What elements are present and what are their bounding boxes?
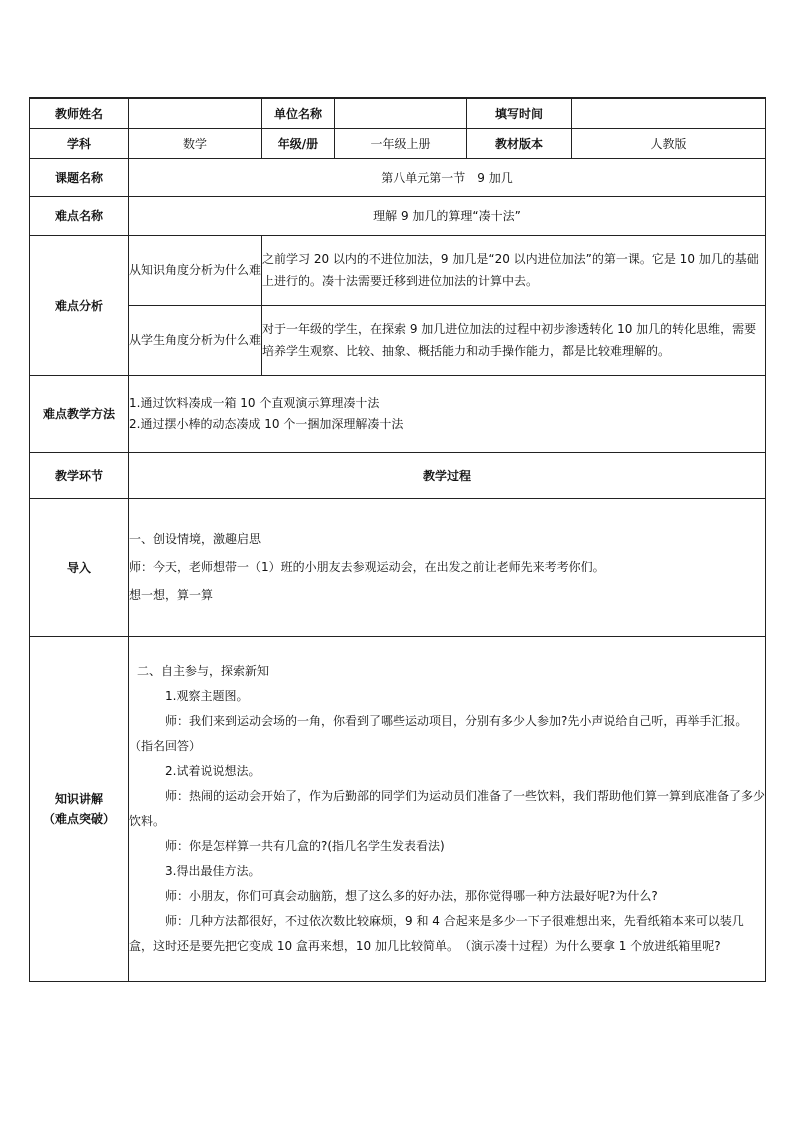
analysis-knowledge-row [30, 235, 766, 305]
unit-name-value [335, 98, 467, 128]
paragraph: 师：热闹的运动会开始了，作为后勤部的同学们为运动员们准备了一些饮料，我们帮助他们算一算到底准备了多少饮料。 [129, 788, 766, 828]
paragraph: 师：我们来到运动会场的一角，你看到了哪些运动项目，分别有多少人参加?先小声说给自己听，再举手汇报。（指名回答） [129, 713, 748, 753]
subject-value: 数学 [129, 128, 262, 158]
lesson-plan-table [29, 97, 766, 982]
unit-name-label: 单位名称 [262, 98, 335, 128]
teacher-name-label: 教师姓名 [30, 98, 129, 128]
difficulty-name-label: 难点名称 [30, 196, 129, 235]
intro-line: 师：今天，老师想带一（1）班的小朋友去参观运动会，在出发之前让老师先来考考你们。 [129, 560, 605, 574]
paragraph: 师：小朋友，你们可真会动脑筋，想了这么多的好办法，那你觉得哪一种方法最好呢?为什么? [165, 888, 658, 903]
method-item: 2.通过摆小棒的动态凑成 10 个一捆加深理解凑十法 [129, 416, 404, 431]
edition-value: 人教版 [572, 128, 766, 158]
intro-row [30, 498, 766, 636]
edition-label: 教材版本 [467, 128, 572, 158]
knowledge-angle-label: 从知识角度分析为什么难 [129, 235, 262, 305]
grade-value: 一年级上册 [335, 128, 467, 158]
lesson-title-value: 第八单元第一节 9 加几 [129, 158, 766, 196]
process-header-row [30, 452, 766, 498]
analysis-student-row [30, 305, 766, 375]
knowledge-label [30, 636, 129, 981]
teaching-methods-row [30, 375, 766, 452]
paragraph: 师：几种方法都很好，不过依次数比较麻烦，9 和 4 合起来是多少一下子很难想出来，先看纸箱本来可以装几盒，这时还是要先把它变成 10 盒再来想，10 加几比较简单。 （演示凑十过程）为什么要拿 1 个放进纸箱里呢? [129, 913, 744, 953]
grade-label: 年级/册 [262, 128, 335, 158]
teaching-methods-label: 难点教学方法 [30, 375, 129, 452]
difficulty-name-value: 理解 9 加几的算理“凑十法” [129, 196, 766, 235]
teaching-methods-list [129, 375, 766, 452]
intro-label: 导入 [30, 498, 129, 636]
lesson-title-row [30, 158, 766, 196]
difficulty-analysis-label: 难点分析 [30, 235, 129, 375]
section-heading: 二、自主参与，探索新知 [137, 663, 270, 678]
intro-content [129, 498, 766, 636]
knowledge-label-line1: 知识讲解 [54, 791, 103, 806]
paragraph: 师：你是怎样算一共有几盒的?(指几名学生发表看法) [165, 838, 445, 853]
difficulty-name-row [30, 196, 766, 235]
knowledge-row [30, 636, 766, 981]
header-row-1 [30, 98, 766, 128]
knowledge-content [129, 636, 766, 981]
step-heading: 2.试着说说想法。 [165, 763, 261, 778]
teaching-process-label: 教学过程 [129, 452, 766, 498]
step-heading: 3.得出最佳方法。 [165, 863, 261, 878]
teaching-stage-label: 教学环节 [30, 452, 129, 498]
intro-line: 想一想，算一算 [129, 588, 214, 602]
student-angle-label: 从学生角度分析为什么难 [129, 305, 262, 375]
header-row-2 [30, 128, 766, 158]
fill-date-value [572, 98, 766, 128]
fill-date-label: 填写时间 [467, 98, 572, 128]
intro-line: 一、创设情境，激趣启思 [129, 532, 262, 546]
knowledge-angle-text: 之前学习 20 以内的不进位加法，9 加几是“20 以内进位加法”的第一课。它是 10 加几的基础上进行的。凑十法需要迁移到进位加法的计算中去。 [262, 235, 766, 305]
student-angle-text: 对于一年级的学生，在探索 9 加几进位加法的过程中初步渗透转化 10 加几的转化思维，需要培养学生观察、比较、抽象、概括能力和动手操作能力，都是比较难理解的。 [262, 305, 766, 375]
method-item: 1.通过饮料凑成一箱 10 个直观演示算理凑十法 [129, 395, 380, 410]
teacher-name-value [129, 98, 262, 128]
lesson-title-label: 课题名称 [30, 158, 129, 196]
subject-label: 学科 [30, 128, 129, 158]
knowledge-label-line2: （难点突破） [42, 811, 115, 826]
step-heading: 1.观察主题图。 [165, 688, 249, 703]
